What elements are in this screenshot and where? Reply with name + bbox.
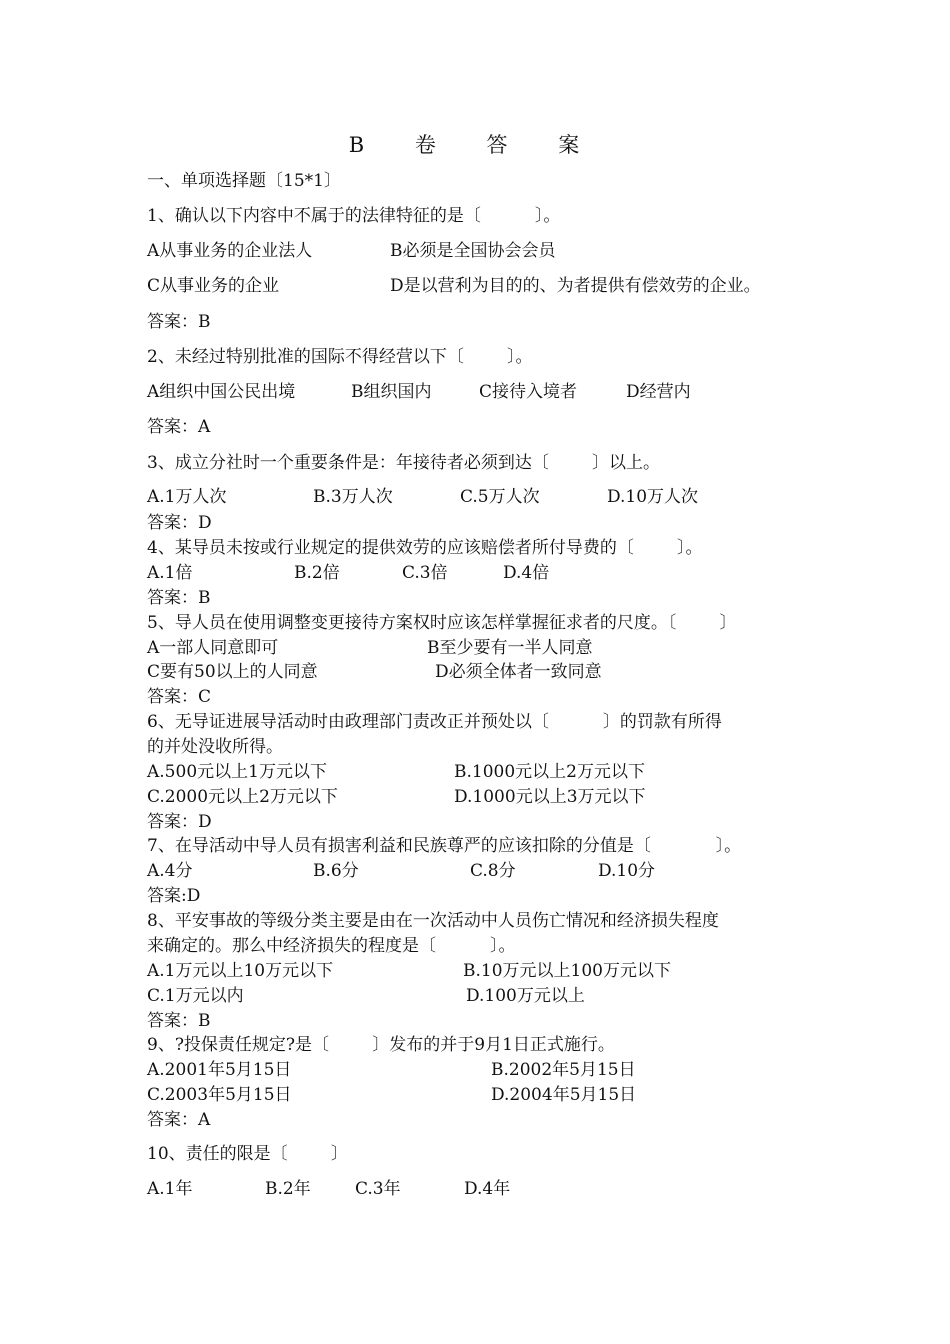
answer: 答案：C — [147, 687, 212, 707]
question-text: 1、确认以下内容中不属于的法律特征的是〔 〕。 — [147, 206, 561, 226]
option: A.500元以上1万元以下 — [147, 762, 327, 782]
question-text: 2、未经过特别批准的国际不得经营以下〔 〕。 — [147, 347, 533, 367]
question-text: 的并处没收所得。 — [147, 737, 283, 757]
question-text: 6、无导证进展导活动时由政理部门责改正并预处以〔 〕的罚款有所得 — [147, 712, 722, 732]
option: B.2年 — [265, 1179, 311, 1199]
question-text: 8、平安事故的等级分类主要是由在一次活动中人员伤亡情况和经济损失程度 — [147, 911, 719, 931]
option: A组织中国公民出境 — [147, 382, 296, 402]
option: A.4分 — [147, 861, 193, 881]
answer: 答案:D — [147, 886, 201, 906]
answer: 答案：D — [147, 812, 212, 832]
option: A.1倍 — [147, 563, 193, 583]
option: C.8分 — [470, 861, 516, 881]
answer: 答案：B — [147, 312, 211, 332]
question-text: 9、?投保责任规定?是〔 〕发布的并于9月1日正式施行。 — [147, 1035, 615, 1055]
question-text: 来确定的。那么中经济损失的程度是〔 〕。 — [147, 936, 516, 956]
option: A.1年 — [147, 1179, 193, 1199]
option: C.5万人次 — [460, 487, 540, 507]
option: B至少要有一半人同意 — [427, 638, 593, 658]
section-heading: 一、单项选择题〔15*1〕 — [147, 171, 341, 191]
option: C接待入境者 — [479, 382, 578, 402]
answer: 答案：B — [147, 588, 211, 608]
option: B.6分 — [313, 861, 359, 881]
answer: 答案：B — [147, 1011, 211, 1031]
option: A从事业务的企业法人 — [147, 241, 313, 261]
option: C.3倍 — [402, 563, 448, 583]
option: D.2004年5月15日 — [491, 1085, 637, 1105]
question-text: 5、导人员在使用调整变更接待方案权时应该怎样掌握征求者的尺度。〔 〕 — [147, 613, 737, 633]
option: C.1万元以内 — [147, 986, 244, 1006]
option: B.1000元以上2万元以下 — [454, 762, 645, 782]
answer: 答案：A — [147, 417, 211, 437]
option: B必须是全国协会会员 — [390, 241, 556, 261]
option: B.3万人次 — [313, 487, 393, 507]
option: C.3年 — [355, 1179, 401, 1199]
option: C.2003年5月15日 — [147, 1085, 292, 1105]
option: D.100万元以上 — [466, 986, 585, 1006]
option: C从事业务的企业 — [147, 276, 280, 296]
option: C.2000元以上2万元以下 — [147, 787, 338, 807]
option: B.2倍 — [294, 563, 340, 583]
question-text: 3、成立分社时一个重要条件是：年接待者必须到达〔 〕以上。 — [147, 453, 661, 473]
question-text: 4、某导员未按或行业规定的提供效劳的应该赔偿者所付导费的〔 〕。 — [147, 538, 703, 558]
option: B.10万元以上100万元以下 — [463, 961, 671, 981]
option: D.10分 — [598, 861, 656, 881]
option: A.1万元以上10万元以下 — [147, 961, 334, 981]
option: D经营内 — [626, 382, 691, 402]
option: D.4年 — [464, 1179, 511, 1199]
option: D.1000元以上3万元以下 — [454, 787, 646, 807]
option: D是以营利为目的的、为者提供有偿效劳的企业。 — [390, 276, 761, 296]
option: B组织国内 — [351, 382, 432, 402]
option: A.2001年5月15日 — [147, 1060, 292, 1080]
answer: 答案：A — [147, 1110, 211, 1130]
option: B.2002年5月15日 — [491, 1060, 636, 1080]
option: A一部人同意即可 — [147, 638, 279, 658]
page-title: B 卷 答 案 — [348, 133, 602, 157]
option: A.1万人次 — [147, 487, 227, 507]
question-text: 7、在导活动中导人员有损害利益和民族尊严的应该扣除的分值是〔 〕。 — [147, 836, 742, 856]
question-text: 10、责任的限是〔 〕 — [147, 1144, 348, 1164]
option: C要有50以上的人同意 — [147, 662, 318, 682]
option: D.4倍 — [503, 563, 550, 583]
answer: 答案：D — [147, 513, 212, 533]
option: D必须全体者一致同意 — [435, 662, 602, 682]
option: D.10万人次 — [607, 487, 699, 507]
